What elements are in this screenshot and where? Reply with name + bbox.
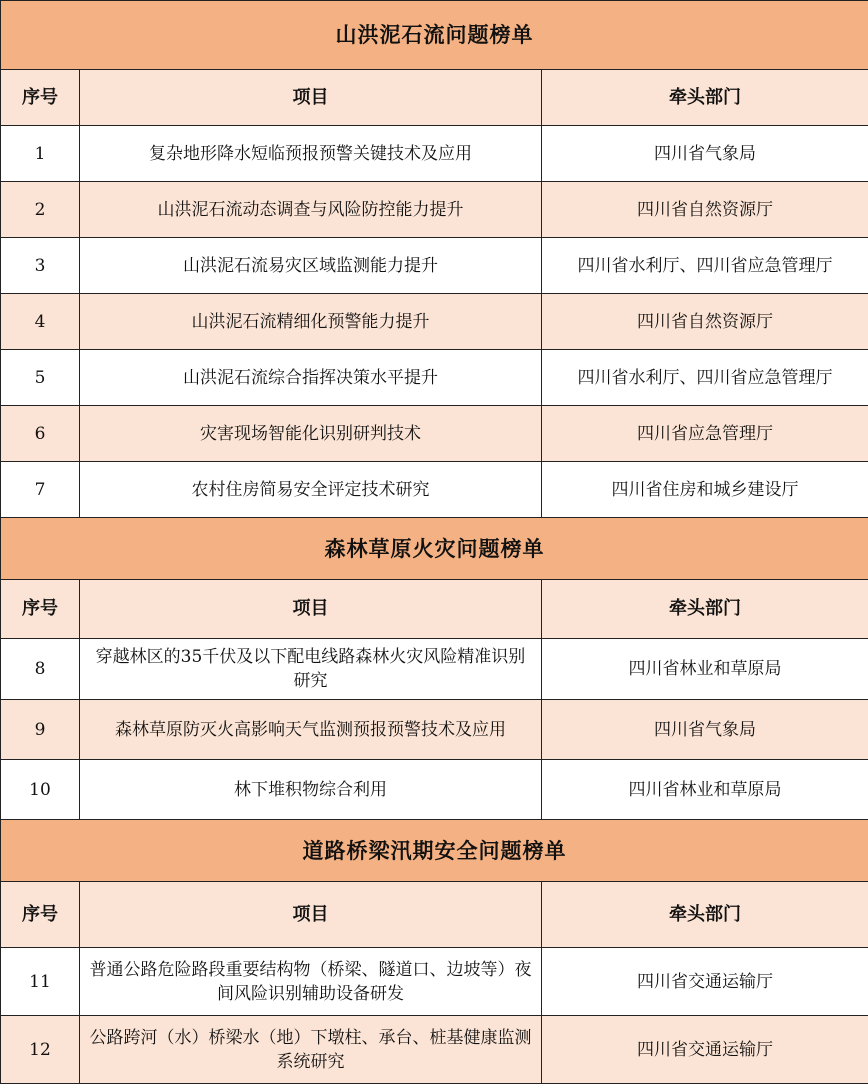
row-dept: 四川省自然资源厅 <box>542 182 868 238</box>
header-project: 项目 <box>80 70 542 126</box>
section-title-row <box>1 1 868 70</box>
row-project: 山洪泥石流精细化预警能力提升 <box>80 294 542 350</box>
row-dept: 四川省水利厅、四川省应急管理厅 <box>542 238 868 294</box>
row-project: 公路跨河（水）桥梁水（地）下墩柱、承台、桩基健康监测系统研究 <box>80 1016 542 1084</box>
table-row <box>1 350 868 406</box>
row-project: 森林草原防灭火高影响天气监测预报预警技术及应用 <box>80 700 542 760</box>
row-seq: 1 <box>1 126 80 182</box>
section-title-row <box>1 518 868 580</box>
row-dept: 四川省自然资源厅 <box>542 294 868 350</box>
row-dept: 四川省交通运输厅 <box>542 1016 868 1084</box>
header-row <box>1 882 868 948</box>
header-dept: 牵头部门 <box>542 882 868 948</box>
row-seq: 3 <box>1 238 80 294</box>
row-project: 山洪泥石流易灾区域监测能力提升 <box>80 238 542 294</box>
row-seq: 9 <box>1 700 80 760</box>
row-project: 穿越林区的35千伏及以下配电线路森林火灾风险精准识别研究 <box>80 639 542 700</box>
row-seq: 12 <box>1 1016 80 1084</box>
row-seq: 4 <box>1 294 80 350</box>
section-title: 道路桥梁汛期安全问题榜单 <box>1 820 868 882</box>
row-seq: 2 <box>1 182 80 238</box>
header-project: 项目 <box>80 882 542 948</box>
table-row <box>1 700 868 760</box>
table-row <box>1 639 868 700</box>
section-title: 森林草原火灾问题榜单 <box>1 518 868 580</box>
row-dept: 四川省林业和草原局 <box>542 760 868 820</box>
header-dept: 牵头部门 <box>542 70 868 126</box>
table-row <box>1 948 868 1016</box>
table-row <box>1 294 868 350</box>
table-row <box>1 182 868 238</box>
row-project: 复杂地形降水短临预报预警关键技术及应用 <box>80 126 542 182</box>
row-project: 林下堆积物综合利用 <box>80 760 542 820</box>
row-project: 普通公路危险路段重要结构物（桥梁、隧道口、边坡等）夜间风险识别辅助设备研发 <box>80 948 542 1016</box>
table-row <box>1 406 868 462</box>
table-row <box>1 238 868 294</box>
header-seq: 序号 <box>1 70 80 126</box>
row-project: 灾害现场智能化识别研判技术 <box>80 406 542 462</box>
row-seq: 10 <box>1 760 80 820</box>
table-row <box>1 126 868 182</box>
header-seq: 序号 <box>1 882 80 948</box>
header-row <box>1 70 868 126</box>
row-project: 农村住房简易安全评定技术研究 <box>80 462 542 518</box>
row-dept: 四川省交通运输厅 <box>542 948 868 1016</box>
row-seq: 8 <box>1 639 80 700</box>
table-row <box>1 462 868 518</box>
header-dept: 牵头部门 <box>542 580 868 639</box>
row-dept: 四川省应急管理厅 <box>542 406 868 462</box>
header-seq: 序号 <box>1 580 80 639</box>
row-project: 山洪泥石流动态调查与风险防控能力提升 <box>80 182 542 238</box>
table-row <box>1 1016 868 1084</box>
row-seq: 7 <box>1 462 80 518</box>
row-seq: 5 <box>1 350 80 406</box>
table-row <box>1 760 868 820</box>
row-dept: 四川省住房和城乡建设厅 <box>542 462 868 518</box>
section-title: 山洪泥石流问题榜单 <box>1 1 868 70</box>
row-seq: 11 <box>1 948 80 1016</box>
row-project: 山洪泥石流综合指挥决策水平提升 <box>80 350 542 406</box>
row-dept: 四川省林业和草原局 <box>542 639 868 700</box>
row-dept: 四川省气象局 <box>542 126 868 182</box>
row-dept: 四川省气象局 <box>542 700 868 760</box>
row-seq: 6 <box>1 406 80 462</box>
section-title-row <box>1 820 868 882</box>
header-project: 项目 <box>80 580 542 639</box>
row-dept: 四川省水利厅、四川省应急管理厅 <box>542 350 868 406</box>
header-row <box>1 580 868 639</box>
